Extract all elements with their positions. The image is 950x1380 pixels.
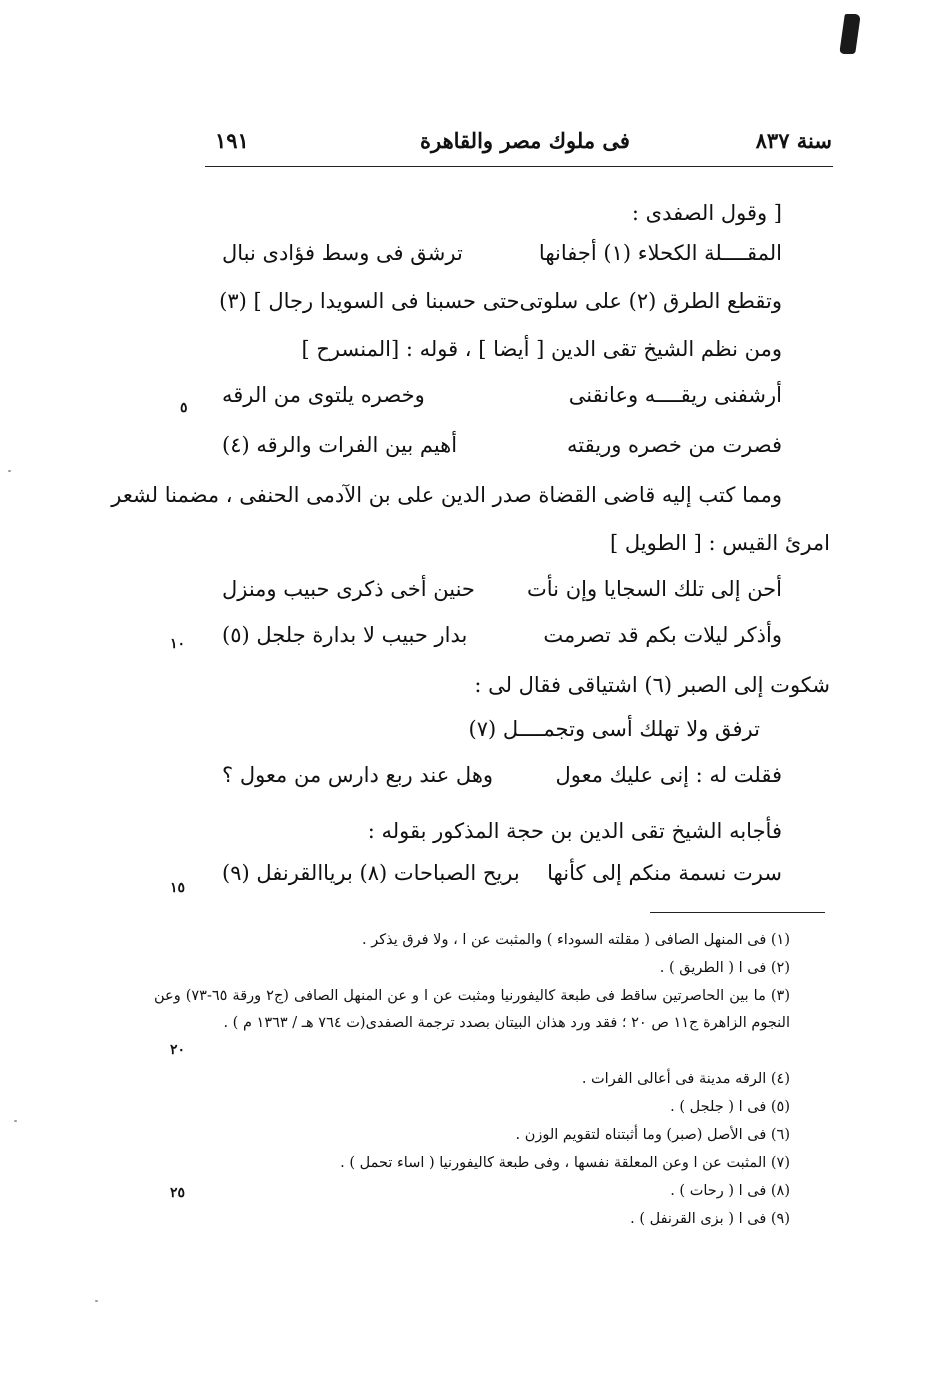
verse-line [219, 286, 782, 316]
verse-line [222, 858, 782, 888]
verse-hemistich-left: وهل عند ربع دارس من معول ؟ [222, 763, 494, 787]
verse-hemistich-right: أرشفنى ريقــــه وعانقنى [568, 383, 782, 407]
ink-stain [839, 14, 861, 54]
verse-line [222, 574, 782, 604]
verse-hemistich-right: وأذكر ليلات بكم قد تصرمت [543, 623, 782, 647]
prose-line: ومما كتب إليه قاضى القضاة صدر الدين على بن الآدمى الحنفى ، مضمنا لشعر [111, 483, 782, 507]
verse-hemistich-left: أهيم بين الفرات والرقه (٤) [222, 433, 458, 457]
footnote: (٢) فى ا ( الطريق ) . [659, 960, 790, 976]
footnote: (٨) فى ا ( رحات ) . [670, 1183, 790, 1199]
verse-hemistich-left: حتى حسبنا فى السويدا رجال ] (٣) [219, 289, 520, 313]
prose-line: [ وقول الصفدى : [631, 201, 782, 225]
footnote: (١) فى المنهل الصافى ( مقلته السوداء ) والمثبت عن ا ، ولا فرق يذكر . [362, 932, 790, 948]
header-rule [205, 166, 833, 167]
verse-hemistich-right: سرت نسمة منكم إلى كأنها [547, 861, 782, 885]
verse-hemistich-left: بريح الصباحات (٨) برياالقرنفل (٩) [222, 861, 520, 885]
verse-line [222, 430, 782, 460]
verse-line [222, 238, 782, 268]
verse-hemistich-right: فقلت له : إنى عليك معول [555, 763, 782, 787]
prose-line: ومن نظم الشيخ تقى الدين [ أيضا ] ، قوله : [المنسرح ] [301, 337, 782, 361]
verse-hemistich-left: وخصره يلتوى من الرقه [222, 383, 425, 407]
paper-speck [14, 1120, 17, 1122]
verse-line [222, 620, 782, 650]
footnote: (٦) فى الأصل (صبر) وما أثبتناه لتقويم الوزن . [515, 1127, 790, 1143]
verse-hemistich-left: ترشق فى وسط فؤادى نبال [222, 241, 463, 265]
verse-hemistich-right: أحن إلى تلك السجايا وإن نأت [527, 577, 782, 601]
footnote: (٤) الرقه مدينة فى أعالى الفرات . [581, 1071, 790, 1087]
verse-hemistich-right: المقــــلة الكحلاء (١) أجفانها [538, 241, 782, 265]
year-label: سنة ٨٣٧ [755, 128, 832, 153]
verse-hemistich-right: وتقطع الطرق (٢) على سلوتى [519, 289, 782, 313]
running-title: فى ملوك مصر والقاهرة [420, 128, 630, 153]
page-number: ١٩١ [215, 128, 249, 153]
margin-line-number: ٢٥ [170, 1185, 186, 1201]
prose-line: امرئ القيس : [ الطويل ] [610, 531, 830, 555]
footnote: (٧) المثبت عن ا وعن المعلقة نفسها ، وفى طبعة كاليفورنيا ( اساء تحمل ) . [340, 1155, 790, 1171]
margin-line-number: ١٥ [170, 880, 186, 896]
prose-line: فأجابه الشيخ تقى الدين بن حجة المذكور بقوله : [367, 819, 782, 843]
paper-speck [95, 1300, 98, 1302]
margin-line-number: ٢٠ [170, 1042, 186, 1058]
verse-hemistich-right: فصرت من خصره وريقته [567, 433, 782, 457]
footnote: (٣) ما بين الحاصرتين ساقط فى طبعة كاليفورنيا ومثبت عن ا و عن المنهل الصافى (ج٢ ورقة ٦٥-٧٣) وعن النجوم الزاهرة ج١١ ص ٢٠ ؛ فقد ورد هذان البيتان بصدد ترجمة الصفدى(ت ٧٦٤ هـ / ١٣٦٣ م ) . [154, 988, 790, 1031]
prose-line: شكوت إلى الصبر (٦) اشتياقى فقال لى : [474, 673, 830, 697]
verse-line [222, 760, 782, 790]
verse-single-line: ترفق ولا تهلك أسى وتجمــــل (٧) [468, 717, 760, 741]
footnote: (٥) فى ا ( جلجل ) . [670, 1099, 790, 1115]
margin-line-number: ١٠ [170, 636, 186, 652]
verse-hemistich-left: بدار حبيب لا بدارة جلجل (٥) [222, 623, 468, 647]
footnote: (٩) فى ا ( بزى القرنفل ) . [630, 1211, 790, 1227]
footnote-rule [650, 912, 825, 913]
paper-speck [8, 470, 11, 472]
verse-line [222, 380, 782, 410]
verse-hemistich-left: حنين أخى ذكرى حبيب ومنزل [222, 577, 475, 601]
margin-line-number: ٥ [180, 400, 188, 416]
